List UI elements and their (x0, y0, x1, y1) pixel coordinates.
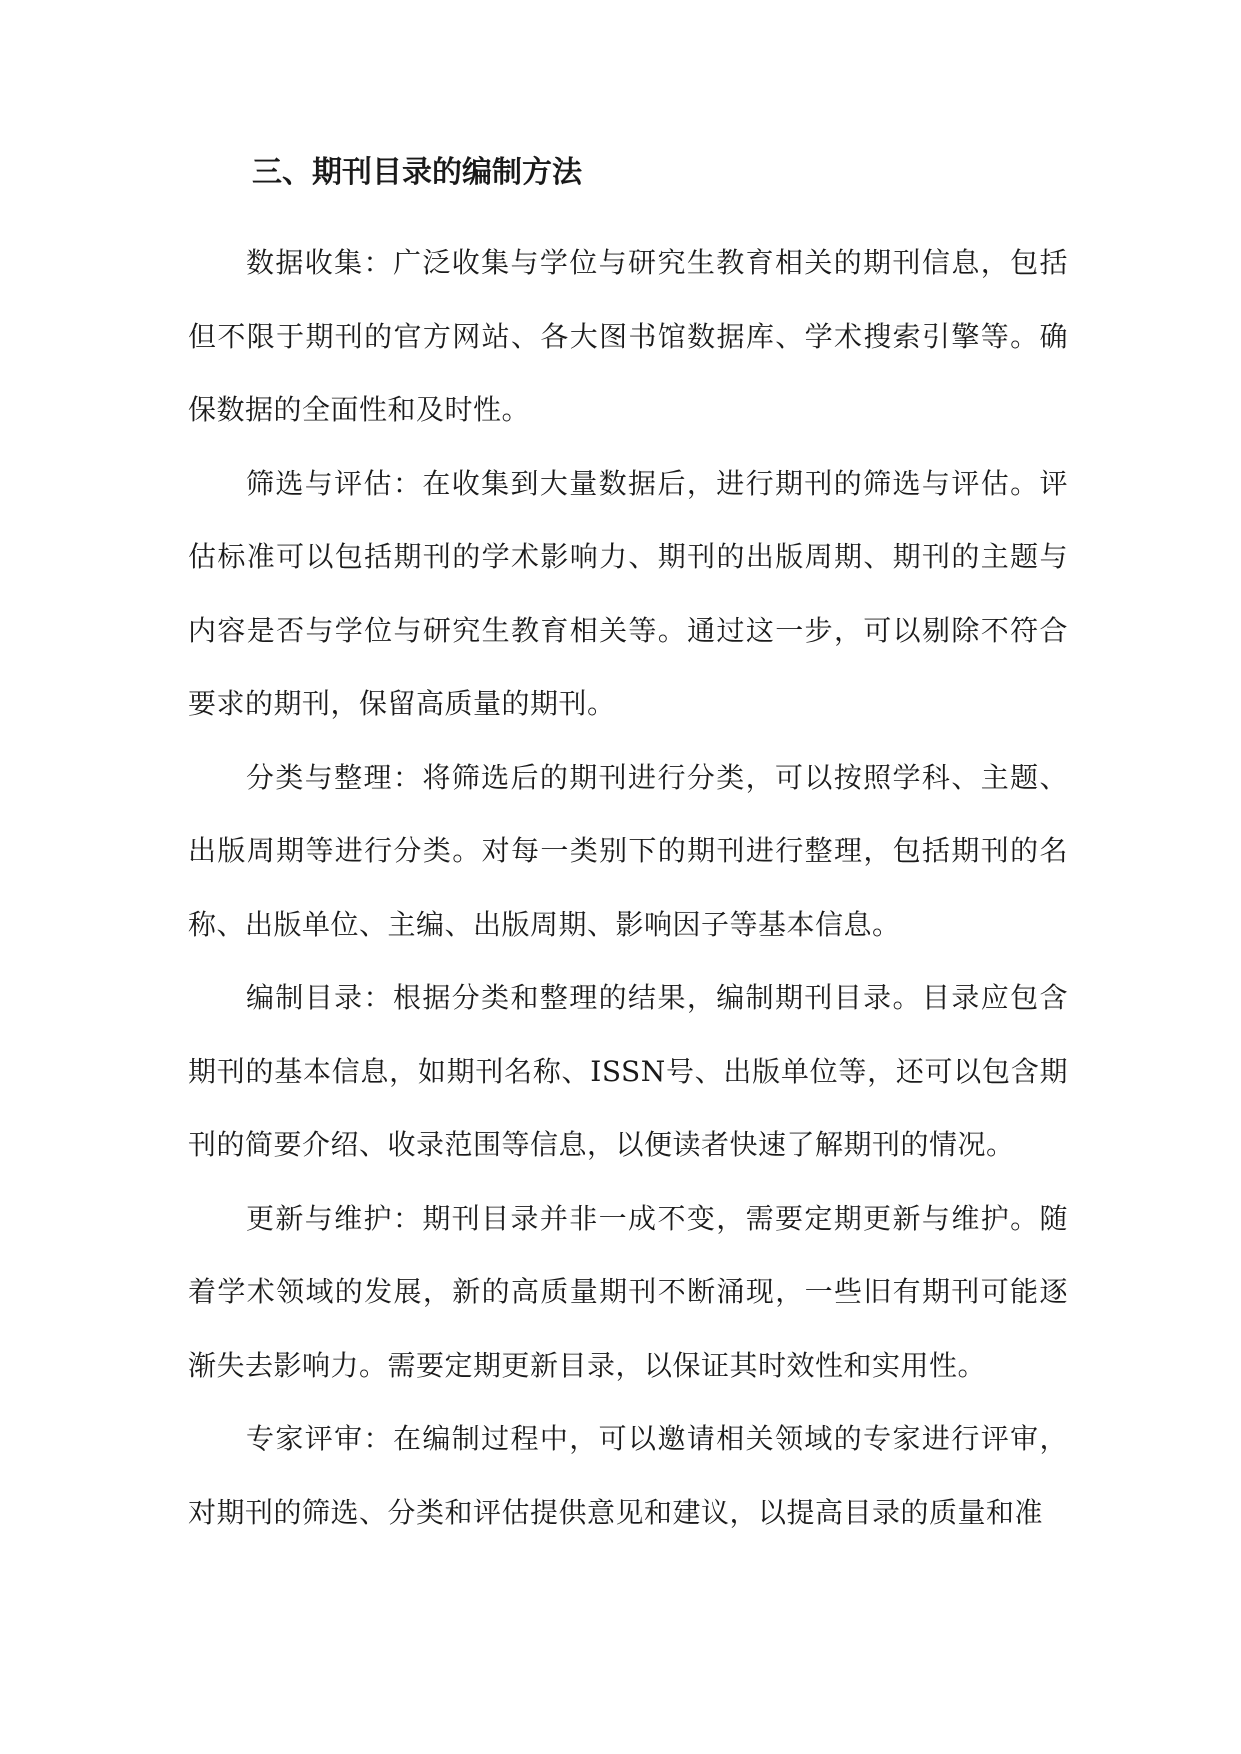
paragraph-expert-review: 专家评审：在编制过程中，可以邀请相关领域的专家进行评审，对期刊的筛选、分类和评估提供意见和建议，以提高目录的质量和准 (188, 1422, 1068, 1529)
paragraph-compile-catalog: 编制目录：根据分类和整理的结果，编制期刊目录。目录应包含期刊的基本信息，如期刊名称、ISSN号、出版单位等，还可以包含期刊的简要介绍、收录范围等信息，以便读者快速了解期刊的情况。 (188, 981, 1068, 1161)
paragraph-screening-evaluation: 筛选与评估：在收集到大量数据后，进行期刊的筛选与评估。评估标准可以包括期刊的学术影响力、期刊的出版周期、期刊的主题与内容是否与学位与研究生教育相关等。通过这一步，可以剔除不符合要求的期刊，保留高质量的期刊。 (188, 466, 1068, 720)
paragraph-classification: 分类与整理：将筛选后的期刊进行分类，可以按照学科、主题、出版周期等进行分类。对每一类别下的期刊进行整理，包括期刊的名称、出版单位、主编、出版周期、影响因子等基本信息。 (188, 760, 1068, 941)
section-heading: 三、期刊目录的编制方法 (252, 155, 582, 190)
paragraph-update-maintenance: 更新与维护：期刊目录并非一成不变，需要定期更新与维护。随着学术领域的发展，新的高质量期刊不断涌现，一些旧有期刊可能逐渐失去影响力。需要定期更新目录，以保证其时效性和实用性。 (188, 1201, 1068, 1382)
paragraph-data-collection: 数据收集：广泛收集与学位与研究生教育相关的期刊信息，包括但不限于期刊的官方网站、各大图书馆数据库、学术搜索引擎等。确保数据的全面性和及时性。 (188, 246, 1068, 426)
body-text (188, 226, 1068, 1549)
